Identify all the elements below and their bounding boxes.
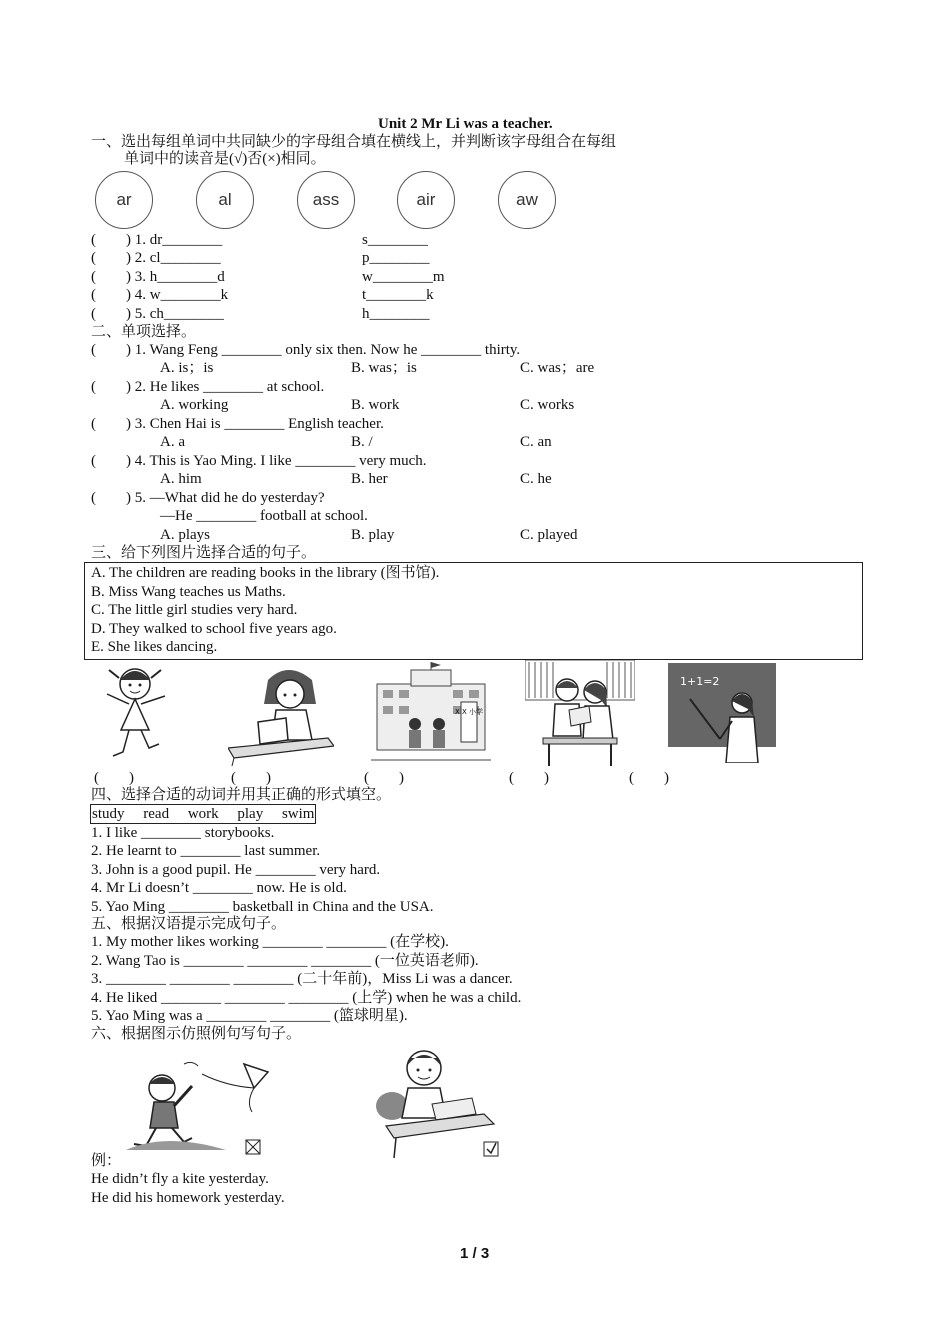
letter-option-al: al — [196, 171, 254, 229]
boy-doing-homework-picture — [372, 1044, 502, 1160]
school-picture — [371, 660, 491, 766]
s3-blank-1[interactable]: ( ) — [94, 770, 134, 786]
s1-row4-right: t________k — [362, 287, 434, 303]
s4-item-2: 2. He learnt to ________ last summer. — [91, 843, 321, 859]
section1-heading-line2: 单词中的读音是(√)否(×)相同。 — [124, 151, 326, 167]
s2-q1-c: C. was；are — [520, 360, 595, 376]
letter-option-air: air — [397, 171, 455, 229]
s1-row1-right: s________ — [362, 232, 428, 248]
s2-q2-b: B. work — [351, 397, 400, 413]
s1-row1-left: ( ) 1. dr________ — [91, 232, 223, 248]
section3-heading: 三、给下列图片选择合适的句子。 — [91, 545, 317, 561]
example-label: 例： — [91, 1153, 122, 1169]
s2-q2-a: A. working — [160, 397, 229, 413]
letter-option-ass: ass — [297, 171, 355, 229]
section4-heading: 四、选择合适的动词并用其正确的形式填空。 — [91, 787, 392, 803]
s2-q2: ( ) 2. He likes ________ at school. — [91, 379, 325, 395]
section5-heading: 五、根据汉语提示完成句子。 — [91, 916, 287, 932]
letter-option-ar: ar — [95, 171, 153, 229]
s2-q2-c: C. works — [520, 397, 575, 413]
s3-blank-2[interactable]: ( ) — [231, 770, 271, 786]
example-sentence-2: He did his homework yesterday. — [91, 1190, 285, 1206]
example-sentence-1: He didn’t fly a kite yesterday. — [91, 1171, 269, 1187]
s2-q1: ( ) 1. Wang Feng ________ only six then. Now he ________ thirty. — [91, 342, 521, 358]
s1-row3-left: ( ) 3. h________d — [91, 269, 225, 285]
s2-q5-line2: —He ________ football at school. — [160, 508, 368, 524]
section6-heading: 六、根据图示仿照例句写句子。 — [91, 1026, 302, 1042]
s5-item-2: 2. Wang Tao is ________ ________ ________ (一位英语老师). — [91, 953, 479, 969]
s2-q4: ( ) 4. This is Yao Ming. I like ________ very much. — [91, 453, 427, 469]
s2-q5-b: B. play — [351, 527, 395, 543]
s5-item-5: 5. Yao Ming was a ________ ________ (篮球明星). — [91, 1008, 408, 1024]
s3-sentence-d: D. They walked to school five years ago. — [91, 621, 337, 637]
s1-row5-left: ( ) 5. ch________ — [91, 306, 224, 322]
s4-item-5: 5. Yao Ming ________ basketball in China and the USA. — [91, 899, 434, 915]
s1-row4-left: ( ) 4. w________k — [91, 287, 229, 303]
s3-sentence-e: E. She likes dancing. — [91, 639, 218, 655]
s3-sentence-b: B. Miss Wang teaches us Maths. — [91, 584, 286, 600]
letter-option-aw: aw — [498, 171, 556, 229]
s1-row2-left: ( ) 2. cl________ — [91, 250, 221, 266]
page-number: 1 / 3 — [460, 1245, 490, 1262]
section2-heading: 二、单项选择。 — [91, 324, 197, 340]
s2-q1-b: B. was；is — [351, 360, 417, 376]
word-bank: study read work play swim — [92, 806, 315, 822]
s2-q3-c: C. an — [520, 434, 552, 450]
s2-q4-b: B. her — [351, 471, 388, 487]
s5-item-3: 3. ________ ________ ________ (二十年前)，Miss Li was a dancer. — [91, 971, 513, 987]
teacher-picture — [668, 663, 776, 763]
school-sign: X X 小学 — [454, 708, 484, 716]
s5-item-4: 4. He liked ________ ________ ________ (上学) when he was a child. — [91, 990, 522, 1006]
page-title: Unit 2 Mr Li was a teacher. — [378, 116, 553, 132]
s1-row2-right: p________ — [362, 250, 430, 266]
s2-q3: ( ) 3. Chen Hai is ________ English teacher. — [91, 416, 384, 432]
s2-q4-a: A. him — [160, 471, 202, 487]
s1-row3-right: w________m — [362, 269, 445, 285]
s1-row5-right: h________ — [362, 306, 430, 322]
s2-q5-a: A. plays — [160, 527, 210, 543]
section1-heading-line1: 一、选出每组单词中共同缺少的字母组合填在横线上，并判断该字母组合在每组 — [91, 134, 617, 150]
library-picture — [525, 660, 635, 766]
s4-item-4: 4. Mr Li doesn’t ________ now. He is old. — [91, 880, 347, 896]
s2-q3-b: B. / — [351, 434, 373, 450]
s3-sentence-a: A. The children are reading books in the library (图书馆). — [91, 565, 440, 581]
s5-item-1: 1. My mother likes working ________ ________ (在学校). — [91, 934, 449, 950]
s4-item-3: 3. John is a good pupil. He ________ very hard. — [91, 862, 381, 878]
blackboard-text: 1+1=2 — [680, 675, 720, 688]
s4-item-1: 1. I like ________ storybooks. — [91, 825, 275, 841]
s3-blank-4[interactable]: ( ) — [509, 770, 549, 786]
boy-flying-kite-picture — [126, 1046, 272, 1158]
s2-q1-a: A. is；is — [160, 360, 214, 376]
s3-blank-5[interactable]: ( ) — [629, 770, 669, 786]
s2-q5-c: C. played — [520, 527, 578, 543]
s2-q3-a: A. a — [160, 434, 185, 450]
s3-blank-3[interactable]: ( ) — [364, 770, 404, 786]
girl-studying-picture — [228, 660, 334, 766]
s3-sentence-c: C. The little girl studies very hard. — [91, 602, 298, 618]
dancing-girl-picture — [99, 660, 171, 766]
s2-q5: ( ) 5. —What did he do yesterday? — [91, 490, 325, 506]
s2-q4-c: C. he — [520, 471, 552, 487]
